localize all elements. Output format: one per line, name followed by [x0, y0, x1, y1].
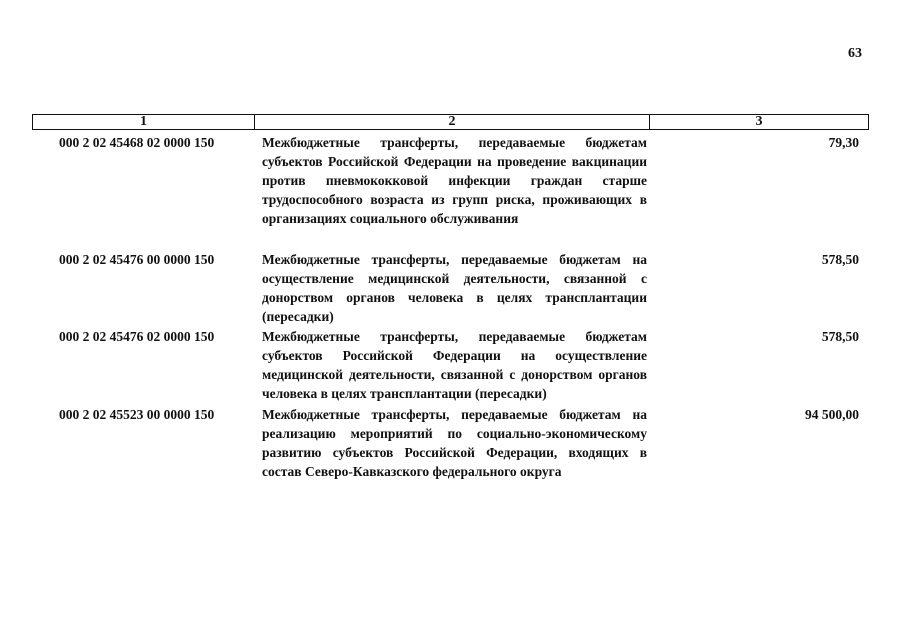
column-header-3: 3 — [755, 114, 763, 129]
row-description: Межбюджетные трансферты, передаваемые бюджетам на осуществление медицинской деятельности, связанной с донорством органов человека в целях трансплантации (пересадки) — [262, 252, 647, 324]
row-amount: 578,50 — [821, 329, 859, 344]
budget-code: 000 2 02 45468 02 0000 150 — [59, 135, 215, 150]
row-amount: 94 500,00 — [805, 407, 859, 422]
row-description: Межбюджетные трансферты, передаваемые бюджетам субъектов Российской Федерации на осуществление медицинской деятельности, связанной с донорством органов человека в целях трансплантации (пересадки) — [262, 329, 647, 401]
budget-code: 000 2 02 45476 02 0000 150 — [59, 329, 215, 344]
table-header — [32, 114, 869, 130]
column-header-1: 1 — [33, 115, 255, 129]
column-header-2: 2 — [255, 115, 650, 129]
row-description: Межбюджетные трансферты, передаваемые бюджетам на реализацию мероприятий по социально-экономическому развитию субъектов Российской Федерации, входящих в состав Северо-Кавказского федерального округа — [262, 407, 647, 479]
row-description: Межбюджетные трансферты, передаваемые бюджетам субъектов Российской Федерации на проведение вакцинации против пневмококковой инфекции граждан старше трудоспособного возраста из групп риска, проживающих в организациях социального обслуживания — [262, 135, 647, 226]
budget-code: 000 2 02 45523 00 0000 150 — [59, 407, 215, 422]
row-amount: 79,30 — [828, 135, 859, 150]
budget-code: 000 2 02 45476 00 0000 150 — [59, 252, 215, 267]
row-amount: 578,50 — [821, 252, 859, 267]
page-number: 63 — [848, 46, 862, 61]
